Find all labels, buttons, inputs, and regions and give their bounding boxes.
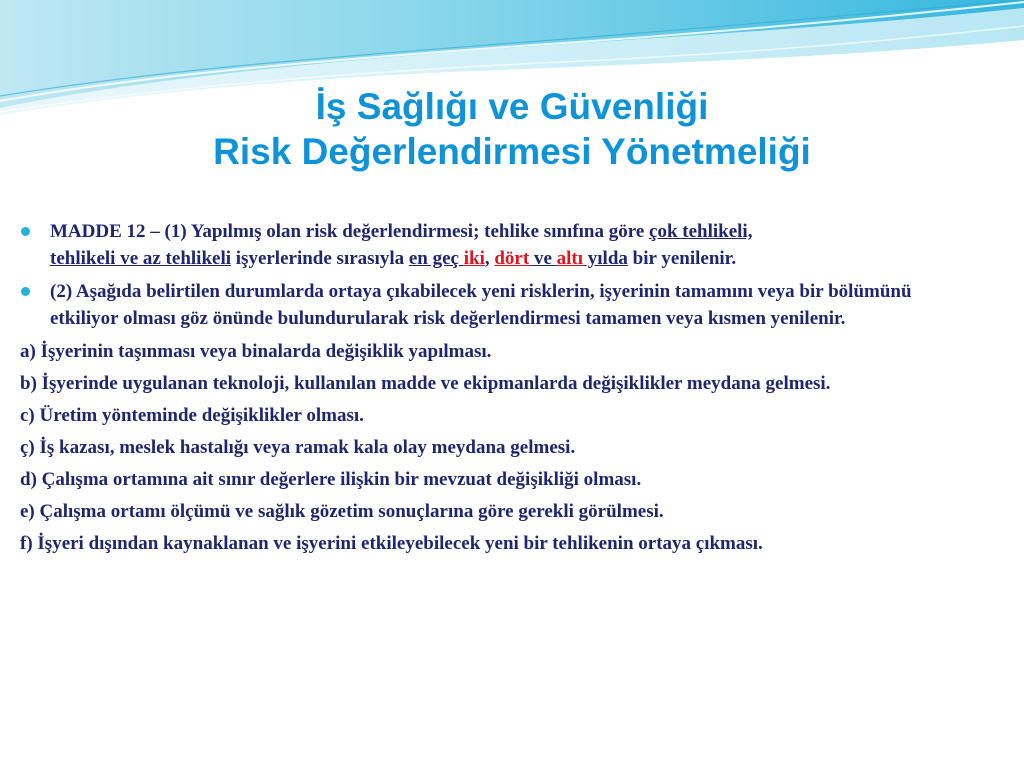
list-item-a: a) İşyerinin taşınması veya binalarda değişiklik yapılması. [20,341,492,362]
title-line-1: İş Sağlığı ve Güvenliği [315,86,709,127]
list-item-e: e) Çalışma ortamı ölçümü ve sağlık gözetim sonuçlarına göre gerekli görülmesi. [20,501,664,522]
bullet1-red-alti: altı [556,248,584,269]
bullet1-underlined-en-gec: en geç [408,248,464,269]
bullet-item-2 [20,278,980,332]
list-item-d: d) Çalışma ortamına ait sınır değerlere ilişkin bir mevzuat değişikliği olması. [20,469,642,490]
bullet1-underlined-ve: ve [529,248,557,269]
list-item-c: c) Üretim yönteminde değişiklikler olması. [20,405,364,426]
list-item-b: b) İşyerinde uygulanan teknoloji, kullanılan madde ve ekipmanlarda değişiklikler meydana gelmesi. [20,373,831,394]
slide-body [20,218,980,562]
bullet1-text: MADDE 12 – (1) Yapılmış olan risk değerlendirmesi; tehlike sınıfına göre [50,221,650,242]
bullet1-underlined-tehlikeli: tehlikeli ve az tehlikeli [50,248,232,269]
bullet1-underlined-yilda: yılda [583,248,628,269]
bullet2-text: (2) Aşağıda belirtilen durumlarda ortaya çıkabilecek yeni risklerin, işyerinin tamamını veya bir bölümünü etkiliyor olması göz önünde bulundurularak risk değerlendirmesi tamamen veya kısmen yenilenir. [50,281,912,329]
bullet-item-madde-12 [20,218,980,272]
bullet1-text-end: bir yenilenir. [627,248,737,269]
bullet1-red-iki: iki [463,248,485,269]
bullet1-text-2: işyerlerinde sırasıyla [231,248,409,269]
bullet-dot-icon [21,227,30,236]
slide-title [0,84,1024,174]
list-item-f: f) İşyeri dışından kaynaklanan ve işyerini etkileyebilecek yeni bir tehlikenin ortaya çıkması. [20,533,763,554]
bullet1-comma: , [484,248,495,269]
bullet-dot-icon [21,287,30,296]
title-line-2: Risk Değerlendirmesi Yönetmeliği [213,131,811,172]
bullet1-red-dort: dört [494,248,530,269]
list-item-c-cedilla: ç) İş kazası, meslek hastalığı veya ramak kala olay meydana gelmesi. [20,437,576,458]
bullet1-underlined-cok-tehlikeli: çok tehlikeli, [649,221,753,242]
